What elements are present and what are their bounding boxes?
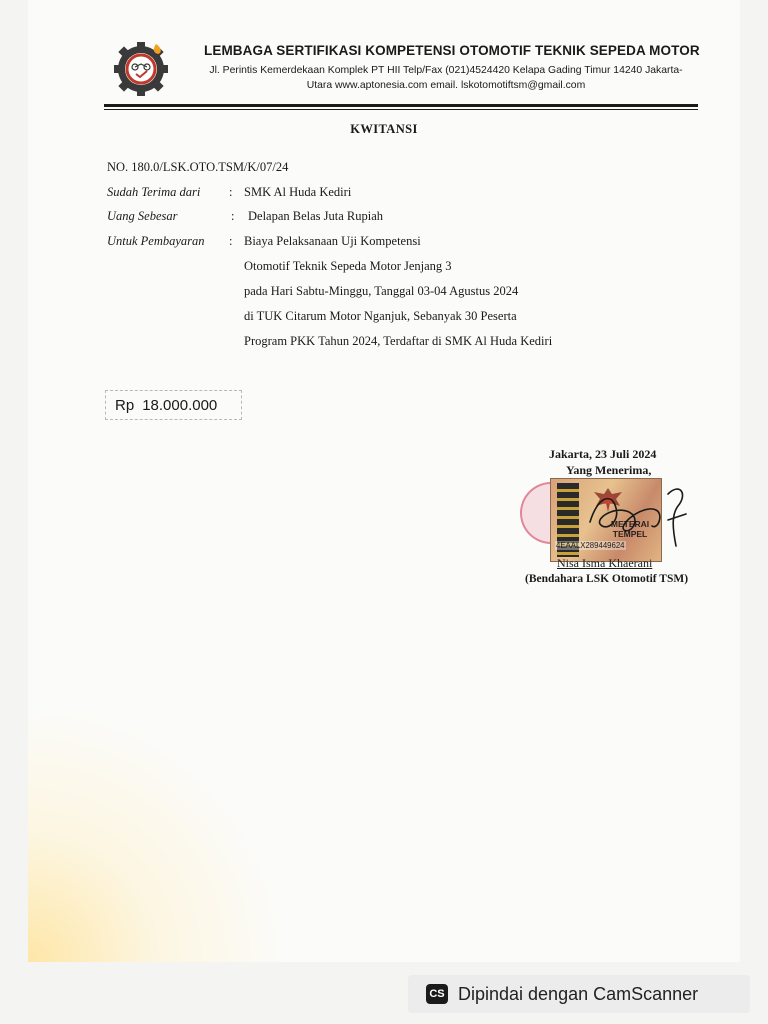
header-divider-thin (104, 109, 698, 110)
payment-for-line-4: di TUK Citarum Motor Nganjuk, Sebanyak 30 Peserta (244, 309, 517, 323)
payment-for-line-2: Otomotif Teknik Sepeda Motor Jenjang 3 (244, 259, 452, 273)
revenue-stamp-label-line1: METERAI (610, 519, 650, 529)
payment-for-line-3: pada Hari Sabtu-Minggu, Tanggal 03-04 Agustus 2024 (244, 284, 519, 298)
revenue-stamp-serial: 4EAALX289449624 (556, 541, 625, 550)
organization-name: LEMBAGA SERTIFIKASI KOMPETENSI OTOMOTIF TEKNIK SEPEDA MOTOR (204, 43, 700, 58)
amount-value: 18.000.000 (142, 396, 218, 414)
payment-for-label: Untuk Pembayaran (107, 234, 205, 248)
received-from-label: Sudah Terima dari (107, 185, 201, 199)
camscanner-badge (408, 975, 750, 1013)
signature-received-by: Yang Menerima, (566, 463, 652, 477)
payment-for-line-5: Program PKK Tahun 2024, Terdaftar di SMK Al Huda Kediri (244, 334, 553, 348)
paper-stain (28, 702, 288, 962)
address-line-2: Utara www.aptonesia.com email. lskotomotiftsm@gmail.com (306, 80, 586, 91)
address-line-1: Jl. Perintis Kemerdekaan Komplek PT HII Telp/Fax (021)4524420 Kelapa Gading Timur 14240 Jakarta- (209, 65, 683, 76)
amount-box (105, 390, 242, 420)
signatory-title: (Bendahara LSK Otomotif TSM) (525, 573, 689, 585)
payment-for-line-1: Biaya Pelaksanaan Uji Kompetensi (244, 234, 421, 248)
document-number: NO. 180.0/LSK.OTO.TSM/K/07/24 (107, 160, 289, 174)
received-from-colon: : (229, 185, 233, 199)
signature-place-date: Jakarta, 23 Juli 2024 (549, 447, 657, 461)
signatory-name: Nisa Isma Khaerani (557, 556, 653, 570)
received-from-value: SMK Al Huda Kediri (244, 185, 352, 199)
amount-words-value: Delapan Belas Juta Rupiah (248, 209, 384, 223)
amount-currency: Rp (115, 396, 135, 414)
handwritten-signature (560, 474, 700, 564)
payment-for-colon: : (229, 234, 233, 248)
amount-words-colon: : (231, 209, 235, 223)
camscanner-text: Dipindai dengan CamScanner (458, 983, 699, 1004)
document-title: KWITANSI (350, 122, 418, 136)
organization-address (186, 63, 706, 93)
revenue-stamp-label-line2: TEMPEL (612, 529, 648, 539)
amount-words-label: Uang Sebesar (107, 209, 178, 223)
gear-logo-icon (112, 38, 170, 98)
header-divider-thick (104, 104, 698, 107)
camscanner-icon: CS (426, 984, 448, 1004)
